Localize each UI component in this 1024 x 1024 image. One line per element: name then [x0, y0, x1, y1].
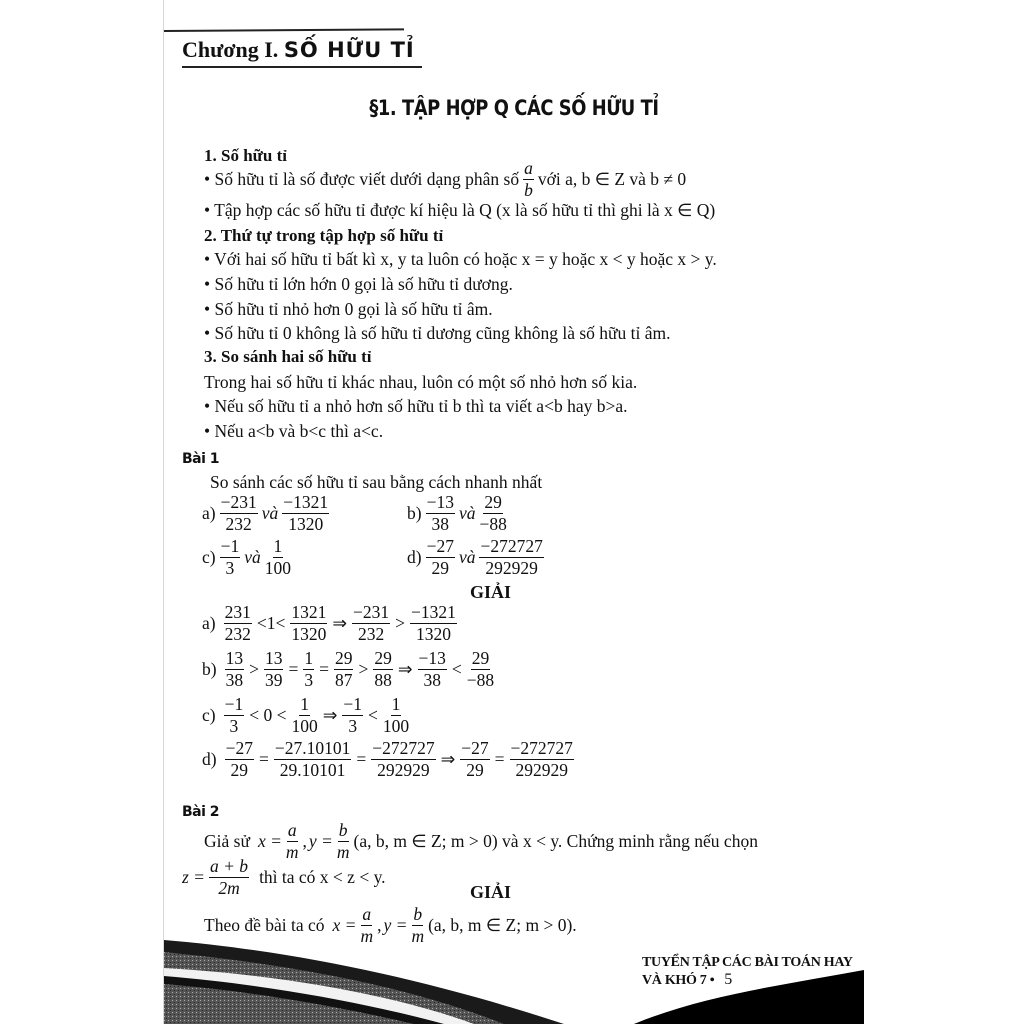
text: thì ta có x < z < y.: [259, 867, 386, 887]
solution-label: GIẢI: [470, 882, 512, 902]
solution-2-text: Theo đề bài ta có x = $\frac{a}{m}$ , y = $\frac{b}{m}$ (a, b, m ∈ Z; m > 0).: [204, 904, 577, 946]
heading-so-sanh: 3. So sánh hai số hữu tỉ: [204, 347, 372, 366]
denominator: 292929: [377, 759, 430, 780]
page-footer: [642, 955, 864, 989]
var-x: x =: [332, 915, 357, 935]
denominator: 29: [230, 759, 249, 780]
numerator: −272727: [510, 738, 573, 758]
operator: <: [368, 705, 378, 725]
denominator: 38: [225, 669, 244, 690]
numerator: 29: [471, 648, 490, 668]
denominator: 39: [264, 669, 283, 690]
denominator: 3: [304, 669, 314, 690]
conjunction: và: [244, 547, 261, 567]
solution-label: c): [202, 705, 216, 725]
solution-label: b): [202, 659, 217, 679]
problem-label: c): [202, 547, 216, 567]
denominator: m: [360, 925, 374, 946]
denominator: −88: [466, 669, 495, 690]
denominator: 29: [431, 557, 450, 578]
operator: ⇒: [440, 749, 456, 769]
numerator: −1321: [411, 602, 456, 622]
denominator: 1320: [288, 513, 324, 534]
problem-label: d): [407, 547, 422, 567]
operator: =: [319, 659, 329, 679]
operator: <1<: [256, 613, 286, 633]
operator: < 0 <: [249, 705, 287, 725]
numerator: 1321: [291, 602, 327, 622]
theory-bullet: • Nếu a<b và b<c thì a<c.: [204, 421, 384, 441]
chapter-title: SỐ HỮU TỈ: [283, 38, 415, 62]
chapter-prefix: Chương I.: [182, 37, 279, 62]
conjunction: và: [458, 503, 476, 523]
operator: >: [358, 659, 369, 679]
denominator: −88: [479, 513, 507, 534]
page-number: 5: [724, 971, 732, 988]
theory-bullet: • Số hữu tỉ 0 không là số hữu tỉ dương cũng không là số hữu tỉ âm.: [204, 323, 671, 343]
operator: <: [451, 659, 462, 679]
denominator: 232: [357, 623, 385, 644]
numerator: a: [287, 820, 297, 840]
text: Giả sử: [204, 831, 250, 851]
numerator: 1: [300, 694, 309, 714]
numerator: 29: [334, 648, 353, 668]
var-z: z =: [182, 867, 205, 887]
numerator: 29: [484, 492, 502, 512]
denominator: 38: [423, 669, 441, 690]
numerator: −13: [418, 648, 446, 668]
denominator: 38: [431, 513, 450, 534]
denominator: 1320: [291, 623, 327, 644]
bullet-text: với a, b ∈ Z và b ≠ 0: [537, 169, 687, 189]
denominator: 232: [225, 513, 252, 534]
denominator: 3: [225, 557, 235, 578]
operator: =: [288, 659, 299, 679]
var-y: y =: [383, 915, 408, 935]
numerator: b: [338, 820, 348, 840]
denominator: 292929: [515, 759, 568, 780]
denominator: m: [285, 841, 299, 862]
numerator: 29: [374, 648, 392, 668]
denominator: 100: [264, 557, 292, 578]
denominator: 3: [348, 715, 358, 736]
denominator: b: [524, 179, 533, 200]
var-y: y =: [308, 831, 333, 851]
numerator: −13: [426, 492, 454, 512]
operator: >: [249, 659, 259, 679]
denominator: 87: [334, 669, 353, 690]
denominator: 2m: [218, 877, 240, 898]
numerator: a + b: [210, 856, 249, 876]
denominator: 100: [382, 715, 410, 736]
operator: ⇒: [322, 705, 338, 725]
theory-intro: Trong hai số hữu tỉ khác nhau, luôn có một số nhỏ hơn số kia.: [204, 372, 638, 392]
numerator: 1: [304, 648, 314, 668]
theory-bullet: • Nếu số hữu tỉ a nhỏ hơn số hữu tỉ b thì ta viết a<b hay b>a.: [204, 396, 628, 416]
text: Theo đề bài ta có: [204, 915, 325, 935]
problem-label: a): [202, 503, 216, 523]
numerator: b: [413, 904, 423, 924]
solution-label: d): [202, 749, 217, 769]
operator: =: [356, 749, 367, 769]
numerator: −1: [343, 694, 363, 714]
numerator: −231: [353, 602, 390, 622]
problem-label: b): [407, 503, 422, 523]
theory-bullet: • Số hữu tỉ lớn hớn 0 gọi là số hữu tỉ dương.: [204, 274, 513, 294]
footer-swoosh-decoration: [164, 0, 864, 1024]
numerator: 13: [264, 648, 283, 668]
heading-thu-tu: 2. Thứ tự trong tập hợp số hữu tỉ: [204, 226, 444, 245]
theory-bullet: • Số hữu tỉ nhỏ hơn 0 gọi là số hữu tỉ âm.: [204, 299, 493, 319]
denominator: 100: [291, 715, 318, 736]
exercise-label-bai-1: Bài 1: [182, 451, 220, 467]
conjunction: và: [458, 547, 476, 567]
denominator: 29: [466, 759, 484, 780]
numerator: −27.10101: [274, 738, 351, 758]
exercise-prompt: So sánh các số hữu tỉ sau bằng cách nhanh nhất: [210, 472, 543, 492]
numerator: 1: [391, 694, 401, 714]
numerator: a: [524, 158, 533, 178]
operator: ⇒: [332, 613, 348, 633]
book-page: [163, 0, 864, 1024]
section-title: §1. TẬP HỢP Q CÁC SỐ HỮU TỈ: [369, 96, 659, 120]
theory-bullet: • Với hai số hữu tỉ bất kì x, y ta luôn có hoặc x = y hoặc x < y hoặc x > y.: [204, 249, 717, 269]
numerator: −272727: [480, 536, 543, 556]
text: (a, b, m ∈ Z; m > 0) và x < y. Chứng minh rằng nếu chọn: [353, 831, 758, 851]
text: (a, b, m ∈ Z; m > 0).: [428, 915, 577, 935]
var-x: x =: [257, 831, 282, 851]
heading-so-huu-ti: 1. Số hữu tỉ: [204, 146, 287, 165]
numerator: −27: [426, 536, 454, 556]
conjunction: và: [261, 503, 279, 523]
operator: =: [494, 749, 505, 769]
bullet-text: • Số hữu tỉ là số được viết dưới dạng phân số: [204, 169, 520, 189]
denominator: 3: [229, 715, 239, 736]
numerator: −272727: [372, 738, 435, 758]
numerator: 231: [224, 602, 251, 622]
denominator: m: [411, 925, 425, 946]
theory-bullet: • Tập hợp các số hữu tỉ được kí hiệu là Q (x là số hữu tỉ thì ghi là x ∈ Q): [204, 200, 716, 220]
numerator: −1: [224, 694, 244, 714]
operator: =: [258, 749, 269, 769]
solution-label: a): [202, 613, 216, 633]
operator: ⇒: [397, 659, 413, 679]
denominator: 1320: [415, 623, 451, 644]
denominator: 232: [224, 623, 251, 644]
exercise-label-bai-2: Bài 2: [182, 804, 220, 820]
numerator: −27: [461, 738, 489, 758]
denominator: 292929: [485, 557, 538, 578]
numerator: 1: [273, 536, 283, 556]
denominator: m: [336, 841, 350, 862]
numerator: −231: [220, 492, 257, 512]
numerator: a: [362, 904, 372, 924]
numerator: 13: [225, 648, 244, 668]
exercise-2-statement: Giả sử x = $\frac{a}{m}$ , y = $\frac{b}{m}$ (a, b, m ∈ Z; m > 0) và x < y. Chứng minh rằng nếu chọn: [204, 820, 758, 862]
book-title: TUYỂN TẬP CÁC BÀI TOÁN HAY VÀ KHÓ 7 •: [642, 955, 853, 988]
denominator: 29.10101: [279, 759, 346, 780]
numerator: −1321: [283, 492, 329, 512]
numerator: −27: [225, 738, 253, 758]
solution-label: GIẢI: [470, 582, 512, 602]
operator: >: [395, 613, 406, 633]
denominator: 88: [374, 669, 392, 690]
numerator: −1: [220, 536, 240, 556]
